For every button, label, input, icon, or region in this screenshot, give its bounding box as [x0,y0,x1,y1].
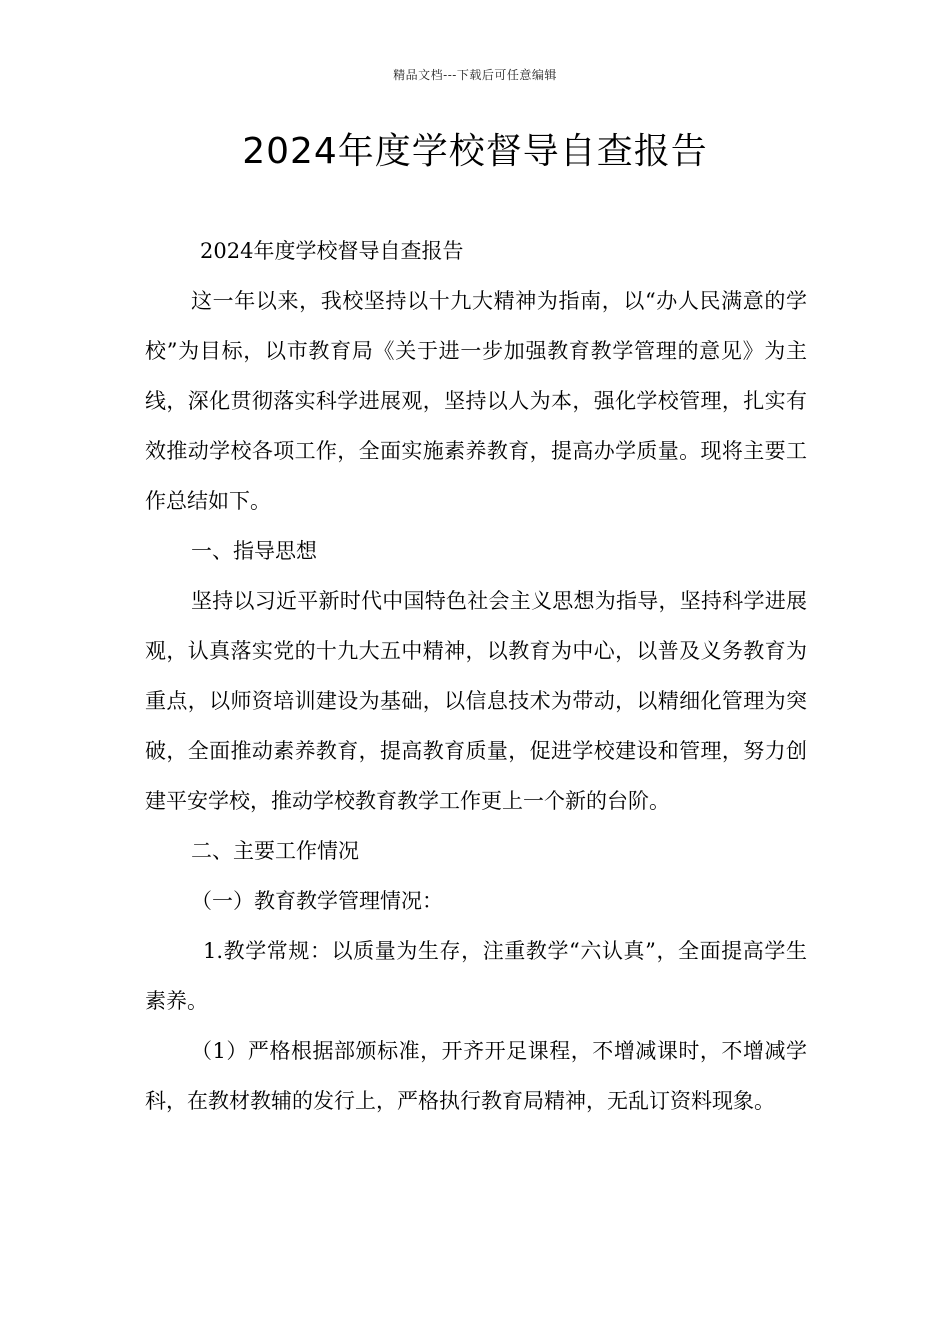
document-body [145,226,807,1126]
guiding-thought-paragraph: 坚持以习近平新时代中国特色社会主义思想为指导，坚持科学进展观，认真落实党的十九大五中精神，以教育为中心，以普及义务教育为重点，以师资培训建设为基础，以信息技术为带动，以精细化管理为突破，全面推动素养教育，提高教育质量，促进学校建设和管理，努力创建平安学校，推动学校教育教学工作更上一个新的台阶。 [145,589,807,813]
header-note: 精品文档---下载后可任意编辑 [393,68,557,82]
section-heading-main-work: 二、主要工作情况 [191,839,359,863]
document-title: 2024年度学校督导自查报告 [242,131,708,172]
intro-paragraph: 这一年以来，我校坚持以十九大精神为指南，以“办人民满意的学校”为目标，以市教育局《关于进一步加强教育教学管理的意见》为主线，深化贯彻落实科学进展观，坚持以人为本，强化学校管理，扎实有效推动学校各项工作，全面实施素养教育，提高办学质量。现将主要工作总结如下。 [145,289,807,513]
curriculum-paragraph: （1）严格根据部颁标准，开齐开足课程，不增减课时，不增减学科，在教材教辅的发行上，严格执行教育局精神，无乱订资料现象。 [145,1039,807,1113]
teaching-routine-paragraph: 1.教学常规：以质量为生存，注重教学“六认真”，全面提高学生素养。 [145,939,807,1013]
subsection-heading-teaching-management: （一）教育教学管理情况： [191,889,443,913]
section-heading-guiding-thought: 一、指导思想 [191,539,317,563]
subtitle-paragraph: 2024年度学校督导自查报告 [200,239,464,263]
